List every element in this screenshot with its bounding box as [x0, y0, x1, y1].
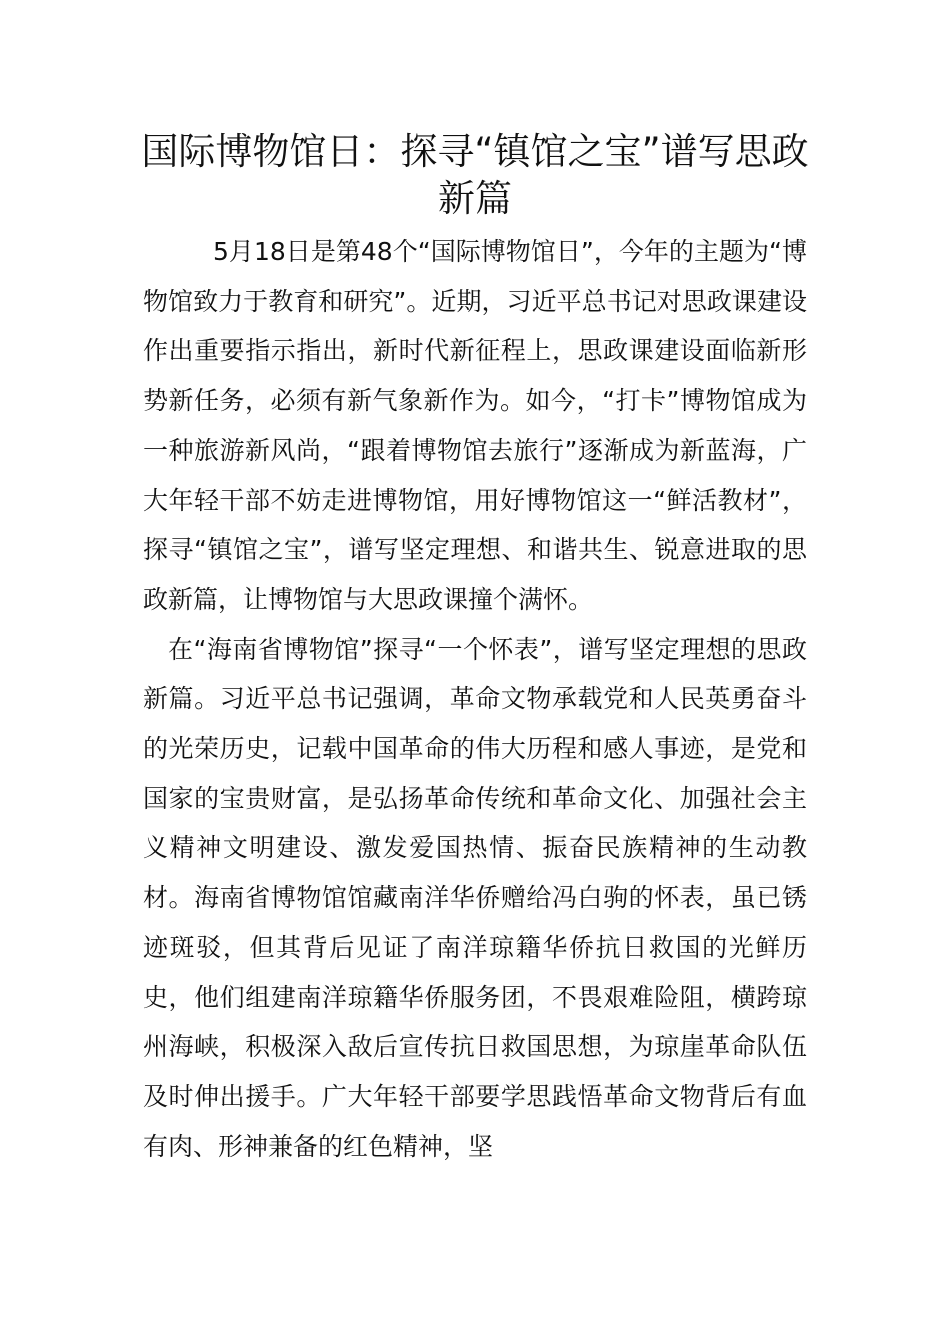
document-title: 国际博物馆日：探寻“镇馆之宝”谱写思政新篇	[141, 130, 809, 220]
paragraph-1: 5月18日是第48个“国际博物馆日”，今年的主题为“博物馆致力于教育和研究”。近期，习近平总书记对思政课建设作出重要指示指出，新时代新征程上，思政课建设面临新形势新任务，必须有新气象新作为。如今，“打卡”博物馆成为一种旅游新风尚，“跟着博物馆去旅行”逐渐成为新蓝海，广大年轻干部不妨走进博物馆，用好博物馆这一“鲜活教材”，探寻“镇馆之宝”，谱写坚定理想、和谐共生、锐意进取的思政新篇，让博物馆与大思政课撞个满怀。	[143, 237, 807, 614]
paragraph-2: 在“海南省博物馆”探寻“一个怀表”，谱写坚定理想的思政新篇。习近平总书记强调，革命文物承载党和人民英勇奋斗的光荣历史，记载中国革命的伟大历程和感人事迹，是党和国家的宝贵财富，是弘扬革命传统和革命文化、加强社会主义精神文明建设、激发爱国热情、振奋民族精神的生动教材。海南省博物馆馆藏南洋华侨赠给冯白驹的怀表，虽已锈迹斑驳，但其背后见证了南洋琼籍华侨抗日救国的光鲜历史，他们组建南洋琼籍华侨服务团，不畏艰难险阻，横跨琼州海峡，积极深入敌后宣传抗日救国思想，为琼崖革命队伍及时伸出援手。广大年轻干部要学思践悟革命文物背后有血有肉、形神兼备的红色精神，坚	[143, 634, 807, 1161]
document-body	[143, 227, 807, 1171]
